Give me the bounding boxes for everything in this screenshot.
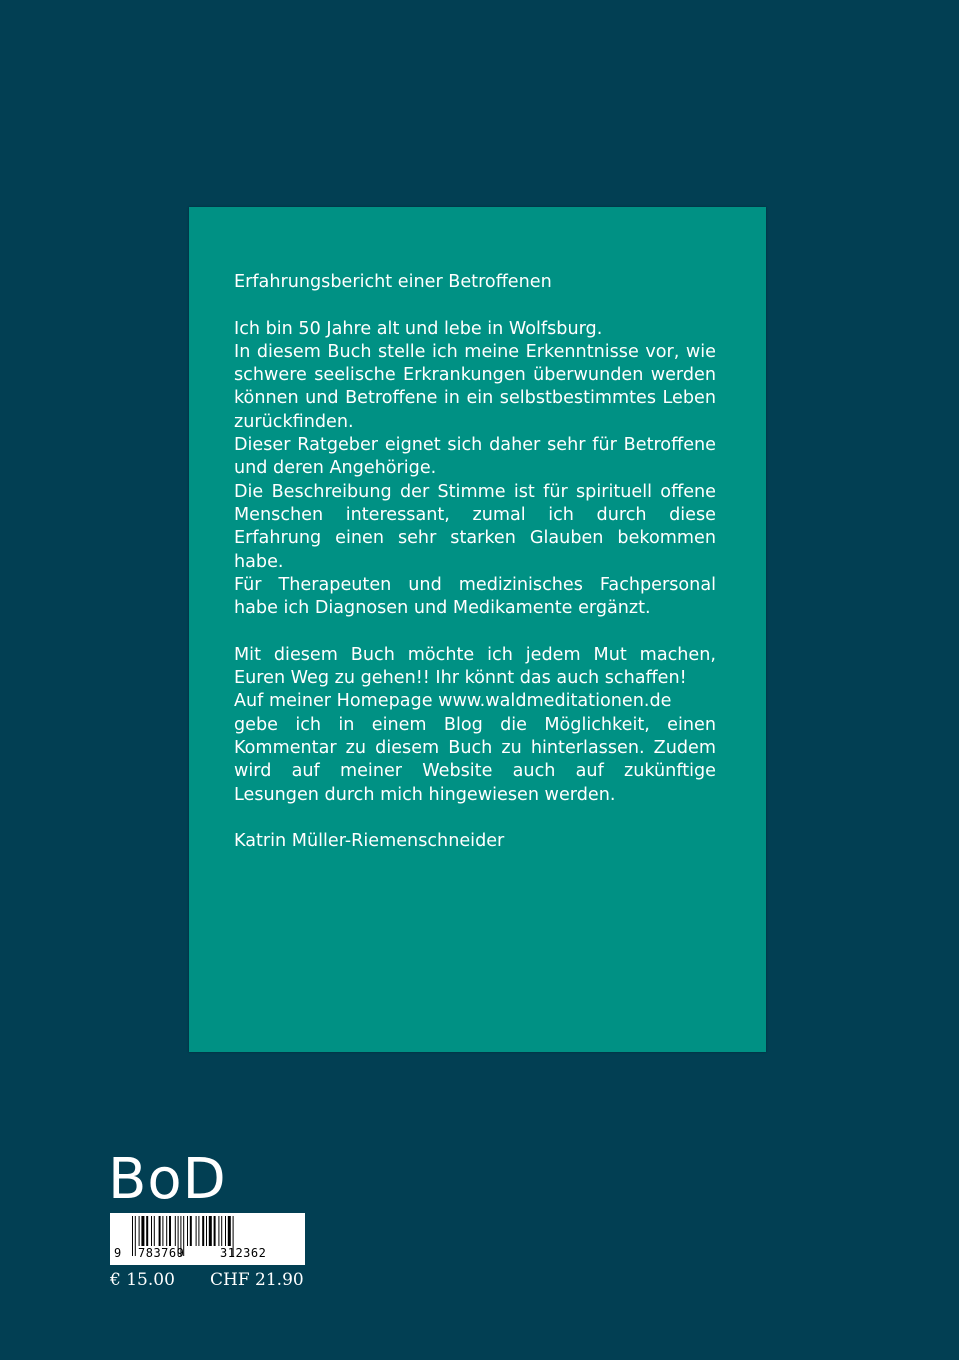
barcode-bar <box>154 1216 155 1246</box>
barcode-bar <box>146 1216 148 1246</box>
isbn-barcode <box>110 1213 305 1265</box>
blurb-text <box>234 271 716 853</box>
barcode-bar <box>159 1216 161 1246</box>
author-name: Katrin Müller-Riemenschneider <box>234 831 505 852</box>
barcode-bar <box>132 1216 133 1256</box>
barcode-bar <box>175 1216 176 1246</box>
barcode-bar <box>166 1216 167 1246</box>
barcode-bar <box>214 1216 216 1246</box>
blurb-paragraph: gebe ich in einem Blog die Möglichkeit, einen Kommentar zu diesem Buch zu hinterlassen. Zudem wird auf meiner Website auch auf zukünftige Lesungen durch mich hingewiesen werden. <box>234 714 716 805</box>
isbn-lead-digit: 9 <box>114 1246 122 1260</box>
barcode-bar <box>139 1216 140 1246</box>
blurb-paragraph: Für Therapeuten und medizinisches Fachpersonal habe ich Diagnosen und Medikamente ergänzt. <box>234 574 716 619</box>
blurb-paragraph: In diesem Buch stelle ich meine Erkenntnisse vor, wie schwere seelische Erkrankungen überwunden werden können und Betroffene in ein selbstbestimmtes Leben zurückfinden. <box>234 341 716 432</box>
barcode-bar <box>162 1216 163 1246</box>
blurb-paragraph: Dieser Ratgeber eignet sich daher sehr für Betroffene und deren Angehörige. <box>234 435 716 479</box>
barcode-bar <box>190 1216 192 1246</box>
blurb-paragraph: Die Beschreibung der Stimme ist für spirituell offene Menschen interessant, zumal ich durch diese Erfahrung einen sehr starken Glauben bekommen habe. <box>234 481 716 572</box>
isbn-right-digits: 312362 <box>220 1246 267 1260</box>
barcode-bar <box>218 1216 219 1246</box>
barcode-bar <box>135 1216 136 1256</box>
isbn-left-digits: 783769 <box>138 1246 185 1260</box>
barcode-bar <box>221 1216 222 1246</box>
barcode-bar <box>206 1216 207 1246</box>
blurb-heading: Erfahrungsbericht einer Betroffenen <box>234 272 552 292</box>
price-chf: CHF 21.90 <box>210 1270 304 1290</box>
barcode-bar <box>225 1216 226 1246</box>
barcode-bar <box>198 1216 199 1246</box>
barcode-bar <box>196 1216 197 1246</box>
barcode-bar <box>202 1216 204 1246</box>
barcode-bar <box>151 1216 152 1246</box>
barcode-bar <box>141 1216 144 1246</box>
bod-logo: BoD <box>108 1147 227 1212</box>
blurb-panel <box>189 207 766 1052</box>
barcode-bar <box>228 1216 231 1246</box>
price-eur: € 15.00 <box>110 1270 175 1290</box>
blurb-paragraph: Ich bin 50 Jahre alt und lebe in Wolfsburg. <box>234 318 603 339</box>
homepage-line: Auf meiner Homepage www.waldmeditationen.de <box>234 691 672 712</box>
barcode-bar <box>209 1216 212 1246</box>
barcode-bar <box>169 1216 171 1246</box>
barcode-bar <box>187 1216 188 1246</box>
blurb-paragraph: Mit diesem Buch möchte ich jedem Mut machen, Euren Weg zu gehen!! Ihr könnt das auch schaffen! <box>234 644 716 689</box>
